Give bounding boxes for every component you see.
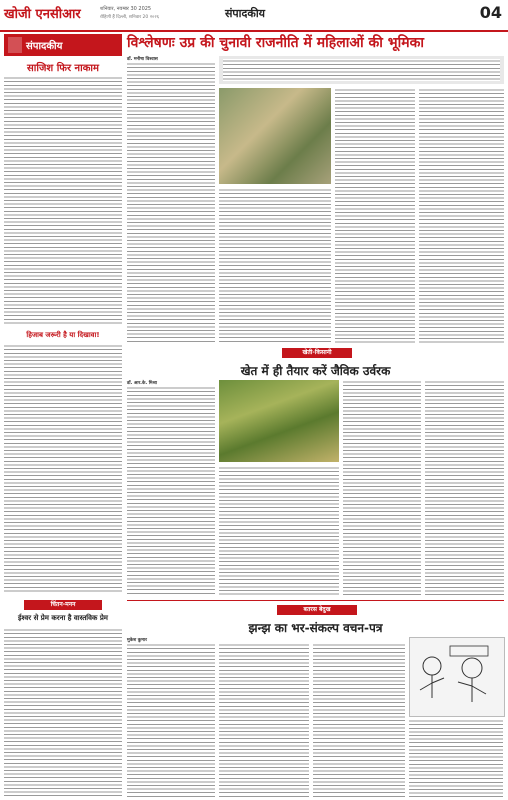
satire-col-4 [409,719,503,797]
farm-byline: डॉ. आर.के. मिश्रा [127,381,157,386]
farm-col-2 [219,466,339,596]
editorial-banner-mark [8,37,22,53]
farm-headline: खेत में ही तैयार करें जैविक उर्वरक [240,364,391,378]
lead-intro-box [219,56,504,84]
editorial-banner-label: संपादकीय [26,41,63,52]
lead-col-3 [419,88,504,344]
masthead [0,0,508,32]
section-name: संपादकीय [225,7,266,20]
editorial-sidebar [4,34,122,796]
lead-byline: डॉ. मनीषा विश्वास [127,57,158,62]
lead-col-1 [127,62,215,344]
farm-col-4 [425,380,504,596]
satire-col-3 [313,643,405,797]
editorial-body-2 [4,344,122,594]
lead-col-2 [335,88,415,344]
satire-byline: मुकेश कुमार [127,638,147,643]
lead-intro-text [223,59,500,81]
satire-article [127,600,504,797]
masthead-date: शनिवार, नवम्बर 30 2025 [100,6,152,12]
cartoon-drawing [410,638,504,716]
editorial-banner [4,34,122,56]
masthead-subline: रोहिणी हैं दिल्ली, शनिवार 20 २०२६ [100,15,160,20]
farm-col-1 [127,386,215,596]
women-voters-photo [219,88,331,184]
editorial-body [4,76,122,326]
satire-headline: झन्झ का भर-संकल्प वचन-पत्र [248,621,383,635]
column-tag [24,600,102,610]
satire-section-tag [277,605,357,615]
column-tag-label: चिंतन-मनन [50,601,76,608]
farm-section-tag-label: खेती-किसानी [302,349,332,356]
masthead-logo: खोजी एनसीआर [4,7,81,22]
farm-article [127,348,504,596]
lead-col-4 [219,188,331,344]
column-body [4,628,122,796]
editorial-headline: साजिश फिर नाकाम [27,63,99,74]
satire-col-1 [127,643,215,797]
lead-article [127,34,504,344]
farm-section-tag [282,348,352,358]
satire-section-tag-label: बतरस बेदुख [303,606,331,613]
editorial-subhead: हिजाब जरूरी है या दिखावा! [26,331,100,339]
farm-col-3 [343,380,421,596]
column-headline: ईश्वर से प्रेम करना है वास्तविक प्रेम [17,614,108,622]
page-number: 04 [479,3,502,22]
lead-headline: विश्लेषणः उप्र की चुनावी राजनीति में महिलाओं की भूमिका [127,35,424,51]
satire-col-2 [219,643,309,797]
crop-field-photo [219,380,339,462]
satire-cartoon [409,637,505,717]
